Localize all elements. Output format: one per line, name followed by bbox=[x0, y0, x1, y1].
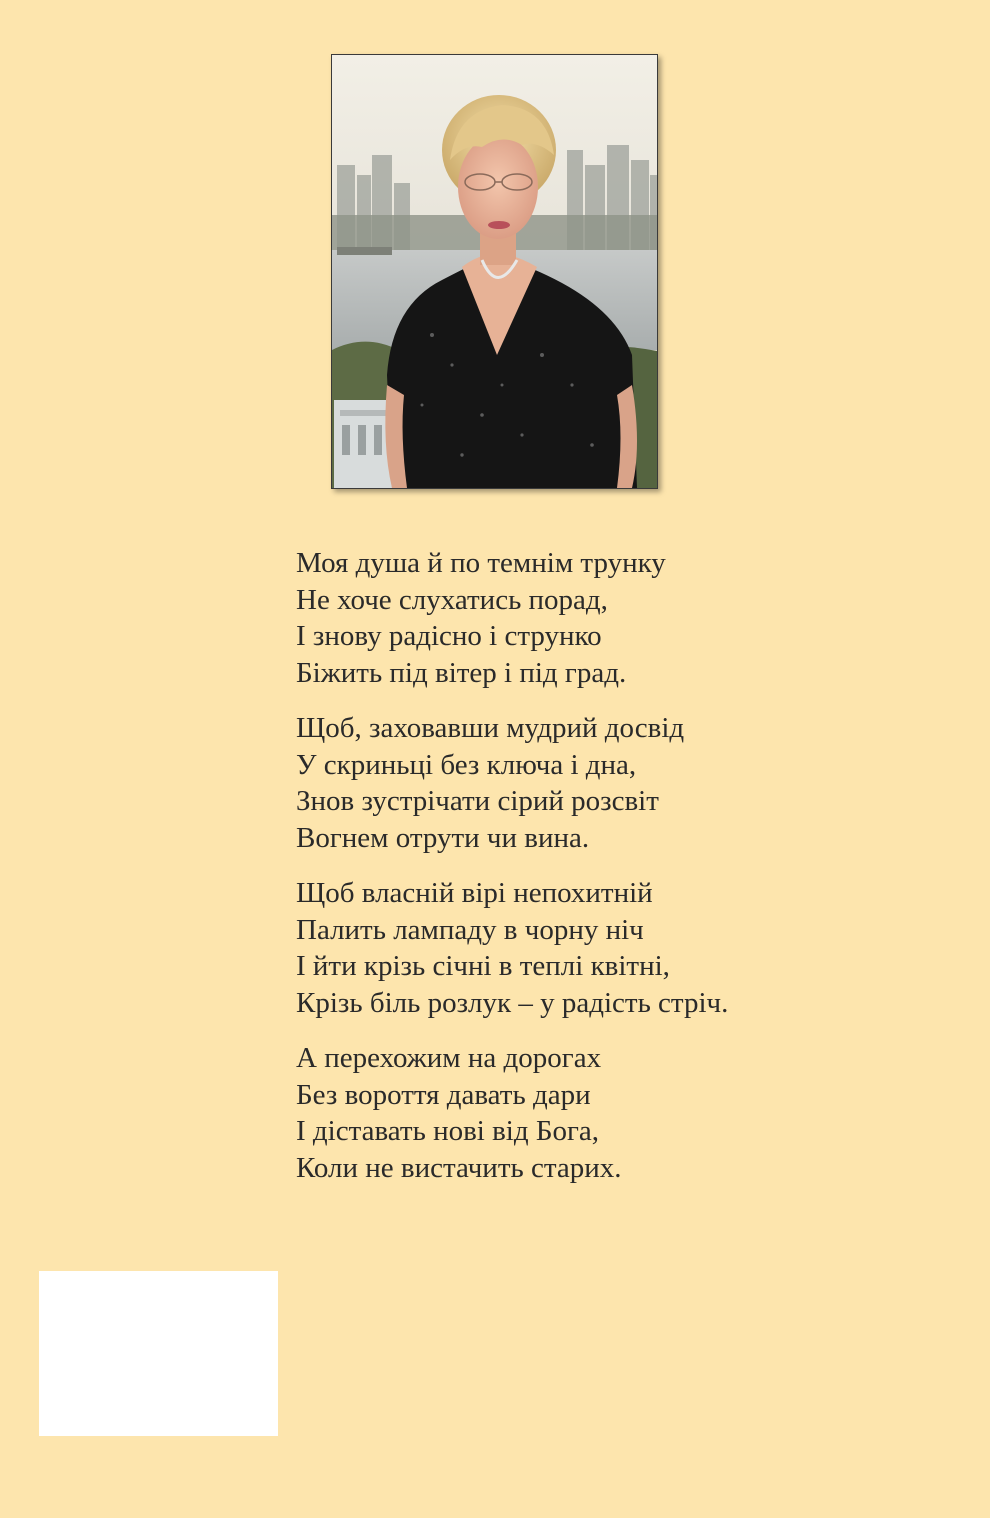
stanza-4 bbox=[296, 1040, 956, 1186]
poem-line: Крізь біль розлук – у радість стріч. bbox=[296, 986, 729, 1019]
poem-line: Палить лампаду в чорну ніч bbox=[296, 913, 644, 946]
poem-line: Не хоче слухатись порад, bbox=[296, 583, 608, 616]
poem-line: Вогнем отрути чи вина. bbox=[296, 821, 590, 854]
poem-line: Знов зустрічати сірий розсвіт bbox=[296, 785, 659, 817]
poem-line: Моя душа й по темнім трунку bbox=[296, 547, 666, 579]
portrait-photo-icon bbox=[332, 55, 657, 488]
poem-line: Біжить під вітер і під град. bbox=[296, 656, 627, 689]
stanza-1 bbox=[296, 545, 956, 691]
poem-line: І знову радісно і струнко bbox=[296, 620, 602, 652]
barcode-placeholder bbox=[39, 1271, 278, 1436]
poem-line: Щоб власній вірі непохитній bbox=[296, 877, 653, 909]
poem-line: А перехожим на дорогах bbox=[296, 1042, 602, 1074]
stanza-2 bbox=[296, 710, 956, 856]
stanza-3 bbox=[296, 875, 956, 1021]
poem bbox=[296, 545, 956, 1205]
poem-line: І діставать нові від Бога, bbox=[296, 1115, 600, 1147]
poem-line: Без вороття давать дари bbox=[296, 1078, 591, 1111]
poem-line: І йти крізь січні в теплі квітні, bbox=[296, 950, 670, 982]
poem-line: Щоб, заховавши мудрий досвід bbox=[296, 712, 685, 744]
poem-line: Коли не вистачить старих. bbox=[296, 1151, 622, 1184]
poem-line: У скриньці без ключа і дна, bbox=[296, 748, 637, 781]
author-portrait bbox=[331, 54, 658, 489]
